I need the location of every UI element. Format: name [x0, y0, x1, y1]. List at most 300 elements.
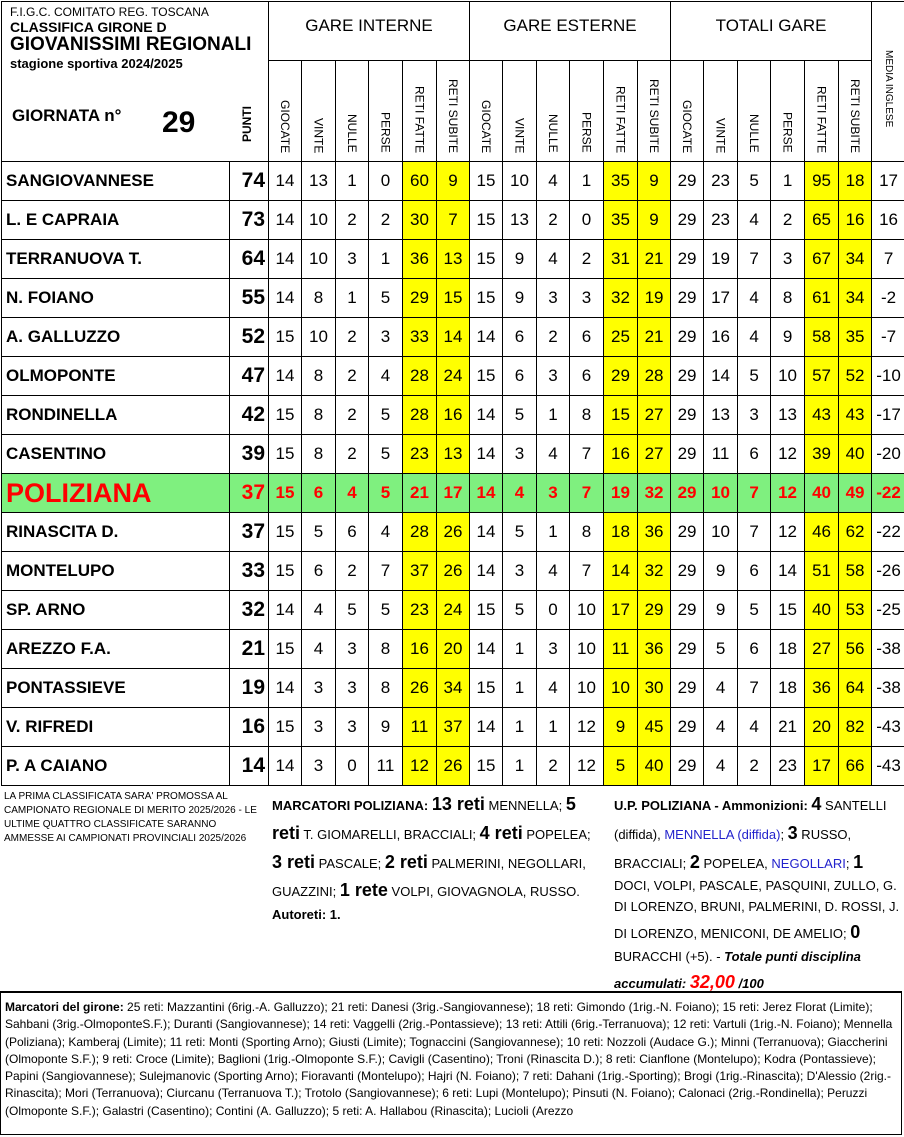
stat-away-1: 5	[503, 513, 537, 552]
team-points: 37	[230, 513, 269, 552]
media-inglese: -7	[872, 318, 904, 357]
stat-tot-1: 14	[704, 357, 738, 396]
stat-tot-1: 13	[704, 396, 738, 435]
stat-home-4: 23	[403, 591, 437, 630]
stat-away-0: 15	[470, 669, 503, 708]
stat-away-3: 12	[570, 747, 604, 786]
stat-away-2: 2	[537, 318, 570, 357]
stat-away-3: 1	[570, 162, 604, 201]
stat-tot-3: 13	[771, 396, 805, 435]
group-home-header: GARE INTERNE	[269, 2, 470, 61]
stat-away-3: 12	[570, 708, 604, 747]
stat-home-3: 5	[369, 279, 403, 318]
stat-home-2: 2	[336, 552, 369, 591]
stat-home-0: 15	[269, 435, 302, 474]
team-name: SP. ARNO	[2, 591, 230, 630]
title-cell	[2, 2, 269, 162]
stat-home-5: 20	[437, 630, 470, 669]
stat-away-3: 8	[570, 396, 604, 435]
stat-home-3: 5	[369, 435, 403, 474]
stat-tot-3: 14	[771, 552, 805, 591]
team-row	[2, 474, 904, 513]
stat-home-2: 2	[336, 201, 369, 240]
stat-away-0: 15	[470, 747, 503, 786]
stat-tot-5: 62	[839, 513, 872, 552]
team-row	[2, 708, 904, 747]
media-inglese: -2	[872, 279, 904, 318]
stat-tot-5: 53	[839, 591, 872, 630]
stat-home-3: 5	[369, 474, 403, 513]
subheader-giocate: GIOCATE	[671, 61, 704, 162]
stat-tot-0: 29	[671, 708, 704, 747]
subheader-reti-subite: RETI SUBITE	[839, 61, 872, 162]
stat-home-5: 7	[437, 201, 470, 240]
stat-tot-0: 29	[671, 591, 704, 630]
media-inglese: -22	[872, 513, 904, 552]
giornata-label: GIORNATA n°	[12, 106, 122, 125]
stat-away-1: 6	[503, 318, 537, 357]
stat-home-3: 1	[369, 240, 403, 279]
stat-home-2: 4	[336, 474, 369, 513]
stat-away-3: 6	[570, 318, 604, 357]
stat-away-0: 14	[470, 435, 503, 474]
stat-tot-4: 20	[805, 708, 839, 747]
stat-home-1: 4	[302, 630, 336, 669]
stat-home-0: 14	[269, 747, 302, 786]
stat-away-5: 21	[638, 240, 671, 279]
team-name: CASENTINO	[2, 435, 230, 474]
stat-home-0: 14	[269, 591, 302, 630]
subheader-reti-subite: RETI SUBITE	[437, 61, 470, 162]
stat-tot-4: 58	[805, 318, 839, 357]
stat-away-2: 1	[537, 513, 570, 552]
stat-away-5: 9	[638, 201, 671, 240]
stat-home-4: 16	[403, 630, 437, 669]
team-name: N. FOIANO	[2, 279, 230, 318]
stat-away-2: 0	[537, 591, 570, 630]
stat-away-5: 29	[638, 591, 671, 630]
team-name: A. GALLUZZO	[2, 318, 230, 357]
team-name: L. E CAPRAIA	[2, 201, 230, 240]
ranking-title: CLASSIFICA GIRONE D	[10, 19, 167, 35]
punti-label: PUNTI	[240, 106, 254, 142]
stat-away-5: 27	[638, 435, 671, 474]
stat-away-1: 3	[503, 435, 537, 474]
stat-tot-5: 64	[839, 669, 872, 708]
stat-away-4: 5	[604, 747, 638, 786]
team-row	[2, 201, 904, 240]
stat-home-3: 4	[369, 513, 403, 552]
stat-home-4: 11	[403, 708, 437, 747]
media-inglese: -38	[872, 630, 904, 669]
stat-home-2: 3	[336, 708, 369, 747]
giornata-number: 29	[162, 106, 196, 139]
stat-home-1: 5	[302, 513, 336, 552]
stat-tot-5: 66	[839, 747, 872, 786]
stat-tot-5: 18	[839, 162, 872, 201]
team-points: 21	[230, 630, 269, 669]
stat-away-2: 4	[537, 162, 570, 201]
stat-tot-3: 18	[771, 669, 805, 708]
team-name: RINASCITA D.	[2, 513, 230, 552]
subheader-giocate: GIOCATE	[269, 61, 302, 162]
championship-title: GIOVANISSIMI REGIONALI	[10, 34, 252, 55]
stat-away-0: 15	[470, 591, 503, 630]
stat-home-0: 15	[269, 630, 302, 669]
stat-away-4: 10	[604, 669, 638, 708]
stat-tot-5: 16	[839, 201, 872, 240]
stat-tot-4: 46	[805, 513, 839, 552]
stat-tot-0: 29	[671, 552, 704, 591]
stat-tot-2: 7	[738, 513, 771, 552]
stat-tot-3: 3	[771, 240, 805, 279]
stat-away-1: 1	[503, 747, 537, 786]
stat-away-1: 3	[503, 552, 537, 591]
team-row	[2, 435, 904, 474]
stat-tot-4: 36	[805, 669, 839, 708]
stat-home-2: 1	[336, 162, 369, 201]
stat-away-5: 28	[638, 357, 671, 396]
stat-tot-1: 9	[704, 552, 738, 591]
team-row	[2, 162, 904, 201]
subheader-nulle: NULLE	[336, 61, 369, 162]
team-name: P. A CAIANO	[2, 747, 230, 786]
stat-away-3: 2	[570, 240, 604, 279]
stat-home-4: 60	[403, 162, 437, 201]
stat-home-2: 2	[336, 318, 369, 357]
stat-home-5: 24	[437, 591, 470, 630]
stat-tot-3: 18	[771, 630, 805, 669]
stat-tot-3: 8	[771, 279, 805, 318]
stat-home-5: 14	[437, 318, 470, 357]
stat-tot-2: 7	[738, 669, 771, 708]
stat-tot-0: 29	[671, 747, 704, 786]
stat-home-4: 37	[403, 552, 437, 591]
stat-away-4: 16	[604, 435, 638, 474]
team-name: AREZZO F.A.	[2, 630, 230, 669]
stat-tot-2: 4	[738, 708, 771, 747]
stat-home-5: 24	[437, 357, 470, 396]
team-points: 42	[230, 396, 269, 435]
stat-away-0: 14	[470, 630, 503, 669]
stat-away-0: 14	[470, 708, 503, 747]
stat-away-2: 1	[537, 396, 570, 435]
subheader-vinte: VINTE	[503, 61, 537, 162]
stat-away-5: 36	[638, 513, 671, 552]
poliziana-bookings: U.P. POLIZIANA - Ammonizioni: 4 SANTELLI (diffida), MENNELLA (diffida); 3 RUSSO, BRACCIALI; 2 POPELEA, NEGOLLARI; 1 DOCI, VOLPI, PASCALE, PASQUINI, ZULLO, G. DI LORENZO, BRUNI, PALMERINI, D. ROSSI, J. DI LORENZO, MENICONI, DE AMELIO; 0 BURACCHI (+5). - Totale punti disciplina accumulati: 32,00 /100	[614, 794, 900, 992]
stat-tot-2: 5	[738, 591, 771, 630]
stat-tot-5: 58	[839, 552, 872, 591]
stat-home-2: 3	[336, 669, 369, 708]
stat-home-1: 8	[302, 435, 336, 474]
stat-tot-0: 29	[671, 669, 704, 708]
stat-home-4: 28	[403, 513, 437, 552]
stat-tot-1: 9	[704, 591, 738, 630]
stat-tot-2: 4	[738, 279, 771, 318]
media-inglese: -43	[872, 747, 904, 786]
stat-tot-3: 10	[771, 357, 805, 396]
stat-tot-2: 6	[738, 435, 771, 474]
stat-home-4: 33	[403, 318, 437, 357]
stat-away-1: 6	[503, 357, 537, 396]
team-points: 32	[230, 591, 269, 630]
promotion-note: LA PRIMA CLASSIFICATA SARA' PROMOSSA AL CAMPIONATO REGIONALE DI MERITO 2025/2026 - LE ULTIME QUATTRO CLASSIFICATE SARANNO AMMESSE AI CAMPIONATI PROVINCIALI 2025/2026	[4, 791, 257, 844]
subheader-perse: PERSE	[771, 61, 805, 162]
team-row	[2, 591, 904, 630]
subheader-reti-fatte: RETI FATTE	[604, 61, 638, 162]
stat-away-2: 3	[537, 630, 570, 669]
team-row	[2, 630, 904, 669]
stat-tot-3: 1	[771, 162, 805, 201]
stat-away-1: 5	[503, 591, 537, 630]
stat-tot-3: 2	[771, 201, 805, 240]
stat-away-1: 5	[503, 396, 537, 435]
stat-away-3: 10	[570, 669, 604, 708]
stat-tot-5: 43	[839, 396, 872, 435]
stat-home-5: 9	[437, 162, 470, 201]
stat-away-2: 3	[537, 279, 570, 318]
team-row	[2, 396, 904, 435]
stat-tot-5: 34	[839, 279, 872, 318]
stat-home-0: 14	[269, 279, 302, 318]
stat-away-4: 31	[604, 240, 638, 279]
stat-tot-0: 29	[671, 396, 704, 435]
team-points: 37	[230, 474, 269, 513]
stat-away-2: 2	[537, 201, 570, 240]
stat-tot-0: 29	[671, 279, 704, 318]
stat-tot-4: 27	[805, 630, 839, 669]
stat-home-1: 8	[302, 396, 336, 435]
stat-away-1: 1	[503, 708, 537, 747]
stat-home-5: 26	[437, 552, 470, 591]
stat-away-2: 3	[537, 474, 570, 513]
team-name: V. RIFREDI	[2, 708, 230, 747]
stat-tot-2: 3	[738, 396, 771, 435]
team-row	[2, 513, 904, 552]
stat-tot-1: 5	[704, 630, 738, 669]
stat-home-5: 34	[437, 669, 470, 708]
subheader-reti-subite: RETI SUBITE	[638, 61, 671, 162]
stat-home-0: 14	[269, 240, 302, 279]
stat-home-4: 12	[403, 747, 437, 786]
stat-away-2: 4	[537, 435, 570, 474]
stat-tot-4: 40	[805, 591, 839, 630]
stat-home-0: 15	[269, 396, 302, 435]
stat-tot-0: 29	[671, 474, 704, 513]
stat-home-1: 10	[302, 201, 336, 240]
team-points: 74	[230, 162, 269, 201]
stat-home-3: 0	[369, 162, 403, 201]
group-total-header: TOTALI GARE	[671, 2, 872, 61]
stat-tot-2: 5	[738, 162, 771, 201]
federation-label: F.I.G.C. COMITATO REG. TOSCANA	[10, 5, 209, 19]
media-inglese: -43	[872, 708, 904, 747]
stat-home-5: 37	[437, 708, 470, 747]
stat-away-0: 15	[470, 162, 503, 201]
stat-tot-1: 16	[704, 318, 738, 357]
stat-away-1: 9	[503, 240, 537, 279]
stat-home-1: 3	[302, 708, 336, 747]
stat-tot-4: 67	[805, 240, 839, 279]
stat-home-1: 8	[302, 279, 336, 318]
stat-home-2: 3	[336, 240, 369, 279]
stat-home-3: 2	[369, 201, 403, 240]
team-points: 55	[230, 279, 269, 318]
subheader-nulle: NULLE	[537, 61, 570, 162]
team-row	[2, 279, 904, 318]
subheader-vinte: VINTE	[302, 61, 336, 162]
subheader-nulle: NULLE	[738, 61, 771, 162]
team-points: 16	[230, 708, 269, 747]
stat-away-3: 7	[570, 552, 604, 591]
stat-home-3: 4	[369, 357, 403, 396]
subheader-vinte: VINTE	[704, 61, 738, 162]
stat-tot-5: 56	[839, 630, 872, 669]
stat-home-5: 26	[437, 747, 470, 786]
stat-home-2: 0	[336, 747, 369, 786]
stat-away-0: 15	[470, 240, 503, 279]
stat-away-2: 2	[537, 747, 570, 786]
stat-away-4: 17	[604, 591, 638, 630]
stat-home-1: 13	[302, 162, 336, 201]
stat-home-1: 3	[302, 669, 336, 708]
stat-home-4: 21	[403, 474, 437, 513]
stat-tot-1: 23	[704, 162, 738, 201]
stat-home-3: 8	[369, 630, 403, 669]
team-name: PONTASSIEVE	[2, 669, 230, 708]
stat-home-0: 14	[269, 669, 302, 708]
team-points: 39	[230, 435, 269, 474]
team-row	[2, 240, 904, 279]
stat-away-2: 4	[537, 552, 570, 591]
stat-home-0: 15	[269, 708, 302, 747]
stat-away-2: 4	[537, 669, 570, 708]
stat-away-0: 15	[470, 201, 503, 240]
media-inglese: -20	[872, 435, 904, 474]
stat-home-0: 15	[269, 513, 302, 552]
stat-away-0: 15	[470, 279, 503, 318]
stat-home-5: 13	[437, 435, 470, 474]
media-inglese: -26	[872, 552, 904, 591]
stat-tot-2: 6	[738, 630, 771, 669]
stat-tot-4: 39	[805, 435, 839, 474]
stat-away-0: 14	[470, 474, 503, 513]
stat-away-3: 7	[570, 474, 604, 513]
stat-away-1: 1	[503, 630, 537, 669]
season-label: stagione sportiva 2024/2025	[10, 56, 183, 71]
stat-tot-4: 43	[805, 396, 839, 435]
stat-away-0: 14	[470, 396, 503, 435]
team-points: 19	[230, 669, 269, 708]
stat-home-1: 6	[302, 552, 336, 591]
stat-tot-4: 95	[805, 162, 839, 201]
stat-away-5: 36	[638, 630, 671, 669]
stat-tot-2: 7	[738, 240, 771, 279]
stat-home-5: 17	[437, 474, 470, 513]
stat-away-4: 25	[604, 318, 638, 357]
stat-home-0: 14	[269, 162, 302, 201]
stat-tot-3: 21	[771, 708, 805, 747]
stat-home-0: 14	[269, 357, 302, 396]
team-name: OLMOPONTE	[2, 357, 230, 396]
stat-tot-1: 4	[704, 669, 738, 708]
stat-tot-1: 10	[704, 513, 738, 552]
stat-away-5: 32	[638, 552, 671, 591]
stat-tot-4: 40	[805, 474, 839, 513]
stat-home-1: 8	[302, 357, 336, 396]
stat-away-0: 14	[470, 552, 503, 591]
subheader-reti-fatte: RETI FATTE	[403, 61, 437, 162]
stat-tot-1: 11	[704, 435, 738, 474]
stat-tot-4: 65	[805, 201, 839, 240]
stat-home-3: 5	[369, 591, 403, 630]
stat-tot-0: 29	[671, 318, 704, 357]
stat-tot-5: 34	[839, 240, 872, 279]
stat-away-3: 7	[570, 435, 604, 474]
stat-tot-2: 4	[738, 318, 771, 357]
stat-home-4: 23	[403, 435, 437, 474]
stat-home-2: 5	[336, 591, 369, 630]
stat-home-2: 2	[336, 435, 369, 474]
stat-home-3: 7	[369, 552, 403, 591]
stat-tot-1: 23	[704, 201, 738, 240]
stat-away-2: 1	[537, 708, 570, 747]
stat-away-1: 10	[503, 162, 537, 201]
stat-home-3: 8	[369, 669, 403, 708]
stat-away-5: 27	[638, 396, 671, 435]
stat-tot-1: 4	[704, 747, 738, 786]
poliziana-scorers: MARCATORI POLIZIANA: 13 reti MENNELLA; 5 reti T. GIOMARELLI, BRACCIALI; 4 reti POPELEA; 3 reti PASCALE; 2 reti PALMERINI, NEGOLLARI, GUAZZINI; 1 rete VOLPI, GIOVAGNOLA, RUSSO. Autoreti: 1.	[272, 794, 591, 923]
team-points: 47	[230, 357, 269, 396]
stat-tot-1: 4	[704, 708, 738, 747]
stat-home-1: 10	[302, 240, 336, 279]
stat-away-3: 10	[570, 630, 604, 669]
stat-away-4: 19	[604, 474, 638, 513]
stat-away-3: 0	[570, 201, 604, 240]
stat-tot-3: 12	[771, 474, 805, 513]
stat-tot-5: 40	[839, 435, 872, 474]
stat-away-4: 15	[604, 396, 638, 435]
team-row	[2, 357, 904, 396]
stat-away-5: 45	[638, 708, 671, 747]
stat-away-5: 40	[638, 747, 671, 786]
stat-tot-0: 29	[671, 162, 704, 201]
team-name: TERRANUOVA T.	[2, 240, 230, 279]
subheader-reti-fatte: RETI FATTE	[805, 61, 839, 162]
team-points: 64	[230, 240, 269, 279]
stat-tot-1: 19	[704, 240, 738, 279]
stat-tot-5: 35	[839, 318, 872, 357]
stat-tot-5: 52	[839, 357, 872, 396]
subheader-perse: PERSE	[369, 61, 403, 162]
stat-away-4: 11	[604, 630, 638, 669]
stat-home-4: 28	[403, 357, 437, 396]
stat-home-3: 3	[369, 318, 403, 357]
stat-away-3: 6	[570, 357, 604, 396]
subheader-giocate: GIOCATE	[470, 61, 503, 162]
team-points: 14	[230, 747, 269, 786]
stat-home-2: 3	[336, 630, 369, 669]
stat-home-2: 2	[336, 396, 369, 435]
stat-home-5: 15	[437, 279, 470, 318]
stat-home-1: 6	[302, 474, 336, 513]
stat-home-0: 15	[269, 318, 302, 357]
stat-home-1: 3	[302, 747, 336, 786]
team-points: 33	[230, 552, 269, 591]
stat-home-4: 30	[403, 201, 437, 240]
stat-tot-4: 61	[805, 279, 839, 318]
stat-tot-1: 17	[704, 279, 738, 318]
